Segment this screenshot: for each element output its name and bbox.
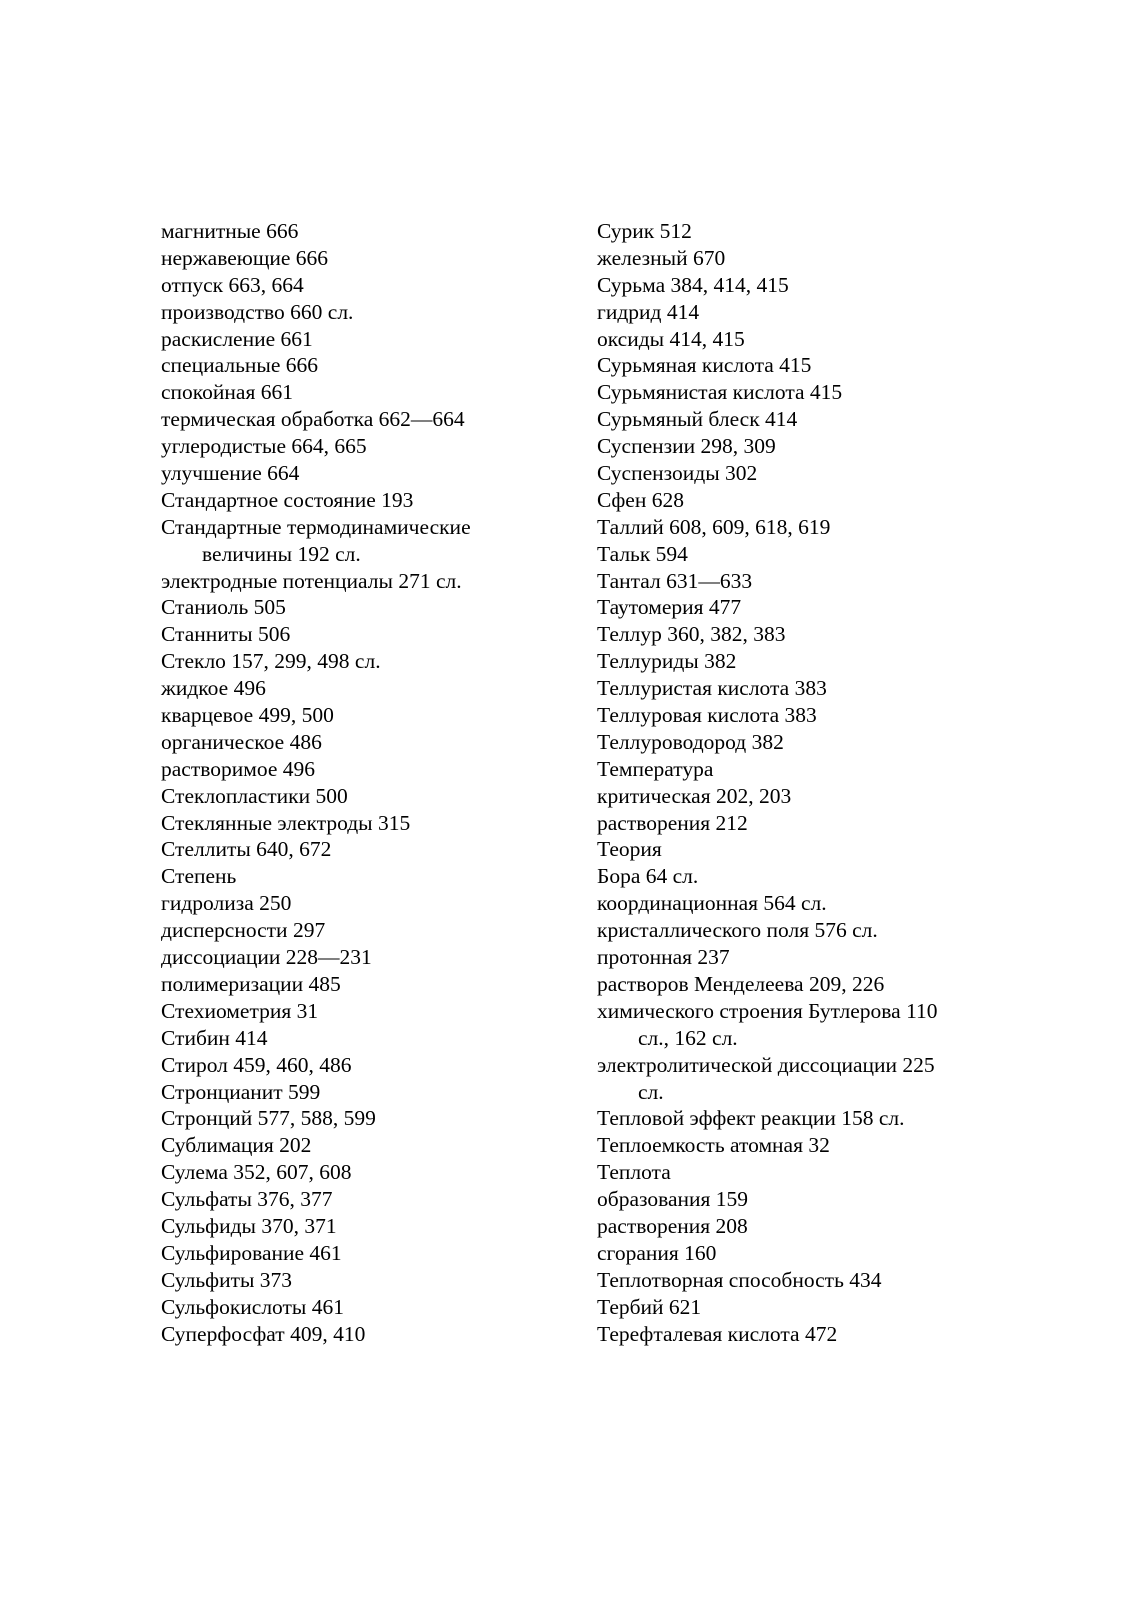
- index-entry: Сурик 512: [597, 219, 692, 243]
- index-entry: Стронцианит 599: [161, 1079, 321, 1104]
- index-entry: Стибин 414: [161, 1025, 268, 1050]
- index-entry: нержавеющие 666: [161, 245, 329, 270]
- index-entry: координационная 564 сл.: [597, 891, 827, 916]
- index-column-right: [597, 218, 1017, 1347]
- index-entry: критическая 202, 203: [597, 783, 792, 808]
- index-entry: Теллуроводород 382: [597, 729, 784, 754]
- index-entry: железный 670: [597, 245, 726, 270]
- index-entry: Стеклянные электроды 315: [161, 810, 411, 835]
- index-entry: Сурьмяная кислота 415: [597, 353, 812, 378]
- index-entry: Стандартное состояние 193: [161, 487, 414, 512]
- index-entry: образования 159: [597, 1187, 749, 1212]
- index-entry: термическая обработка 662—664: [161, 407, 465, 432]
- index-entry: Теллуристая кислота 383: [597, 676, 827, 701]
- index-entry: Стехиометрия 31: [161, 998, 319, 1023]
- index-entry: кварцевое 499, 500: [161, 703, 334, 728]
- index-entry: растворения 212: [597, 810, 748, 835]
- index-entry: Сублимация 202: [161, 1133, 312, 1158]
- index-entry: сл., 162 сл.: [638, 1025, 738, 1050]
- index-entry: кристаллического поля 576 сл.: [597, 918, 878, 943]
- index-entry: Теллур 360, 382, 383: [597, 622, 786, 647]
- index-entry: углеродистые 664, 665: [161, 434, 367, 459]
- index-entry: отпуск 663, 664: [161, 272, 304, 297]
- index-entry: Стеклопластики 500: [161, 783, 348, 808]
- index-entry: Стеллиты 640, 672: [161, 837, 332, 862]
- index-entry: Стекло 157, 299, 498 сл.: [161, 649, 381, 674]
- index-entry: Тербий 621: [597, 1294, 702, 1319]
- index-entry: электролитической диссоциации 225: [597, 1052, 935, 1077]
- index-entry: диссоциации 228—231: [161, 945, 372, 970]
- index-entry: Сулема 352, 607, 608: [161, 1160, 352, 1185]
- index-entry: раскисление 661: [161, 326, 313, 351]
- index-entry: Сфен 628: [597, 487, 684, 512]
- index-entry: Сурьма 384, 414, 415: [597, 272, 789, 297]
- index-entry: Сульфокислоты 461: [161, 1294, 344, 1319]
- index-entry: Сульфиды 370, 371: [161, 1213, 337, 1238]
- index-entry: гидролиза 250: [161, 891, 292, 916]
- index-entry: Степень: [161, 864, 237, 889]
- index-entry: химического строения Бутлерова 110: [597, 998, 938, 1023]
- index-entry: Суперфосфат 409, 410: [161, 1321, 366, 1346]
- index-entry: Сульфаты 376, 377: [161, 1187, 333, 1212]
- index-entry: Терефталевая кислота 472: [597, 1321, 838, 1346]
- index-entry: Теория: [597, 837, 662, 862]
- index-entry: Бора 64 сл.: [597, 864, 699, 889]
- index-entry: Таутомерия 477: [597, 595, 742, 620]
- index-entry: Сульфирование 461: [161, 1240, 342, 1265]
- index-entry: растворения 208: [597, 1213, 748, 1238]
- index-entry: сл.: [638, 1079, 664, 1104]
- index-entry: Стандартные термодинамические: [161, 514, 471, 539]
- index-entry: Сурьмянистая кислота 415: [597, 380, 843, 405]
- index-entry: Стронций 577, 588, 599: [161, 1106, 376, 1131]
- index-entry: Сурьмяный блеск 414: [597, 407, 798, 432]
- index-entry: магнитные 666: [161, 219, 299, 243]
- index-entry: гидрид 414: [597, 299, 700, 324]
- index-entry: Тантал 631—633: [597, 568, 753, 593]
- index-entry: величины 192 сл.: [202, 541, 361, 566]
- index-entry: производство 660 сл.: [161, 299, 354, 324]
- index-entry: Теплотворная способность 434: [597, 1267, 882, 1292]
- index-entry: спокойная 661: [161, 380, 293, 405]
- index-entry: жидкое 496: [161, 676, 266, 701]
- index-entry: оксиды 414, 415: [597, 326, 745, 351]
- index-entry: протонная 237: [597, 945, 730, 970]
- index-entry: полимеризации 485: [161, 971, 341, 996]
- index-column-left: [161, 218, 571, 1347]
- index-entry: Станниты 506: [161, 622, 291, 647]
- index-entry: Станиоль 505: [161, 595, 286, 620]
- index-entry: сгорания 160: [597, 1240, 717, 1265]
- index-entry: Тепловой эффект реакции 158 сл.: [597, 1106, 905, 1131]
- index-entry: улучшение 664: [161, 461, 300, 486]
- index-entry: специальные 666: [161, 353, 318, 378]
- index-entry: Таллий 608, 609, 618, 619: [597, 514, 831, 539]
- index-entry: Суспензоиды 302: [597, 461, 758, 486]
- index-entry: Теллуровая кислота 383: [597, 703, 817, 728]
- index-entry: Тальк 594: [597, 541, 688, 566]
- index-entry: Температура: [597, 756, 714, 781]
- index-entry: Теллуриды 382: [597, 649, 737, 674]
- index-entry: электродные потенциалы 271 сл.: [161, 568, 462, 593]
- index-entry: Теплота: [597, 1160, 671, 1185]
- index-entry: органическое 486: [161, 729, 322, 754]
- index-entry: растворов Менделеева 209, 226: [597, 971, 885, 996]
- index-entry: растворимое 496: [161, 756, 316, 781]
- index-entry: Сульфиты 373: [161, 1267, 293, 1292]
- index-entry: дисперсности 297: [161, 918, 326, 943]
- index-entry: Теплоемкость атомная 32: [597, 1133, 830, 1158]
- index-entry: Суспензии 298, 309: [597, 434, 776, 459]
- index-entry: Стирол 459, 460, 486: [161, 1052, 352, 1077]
